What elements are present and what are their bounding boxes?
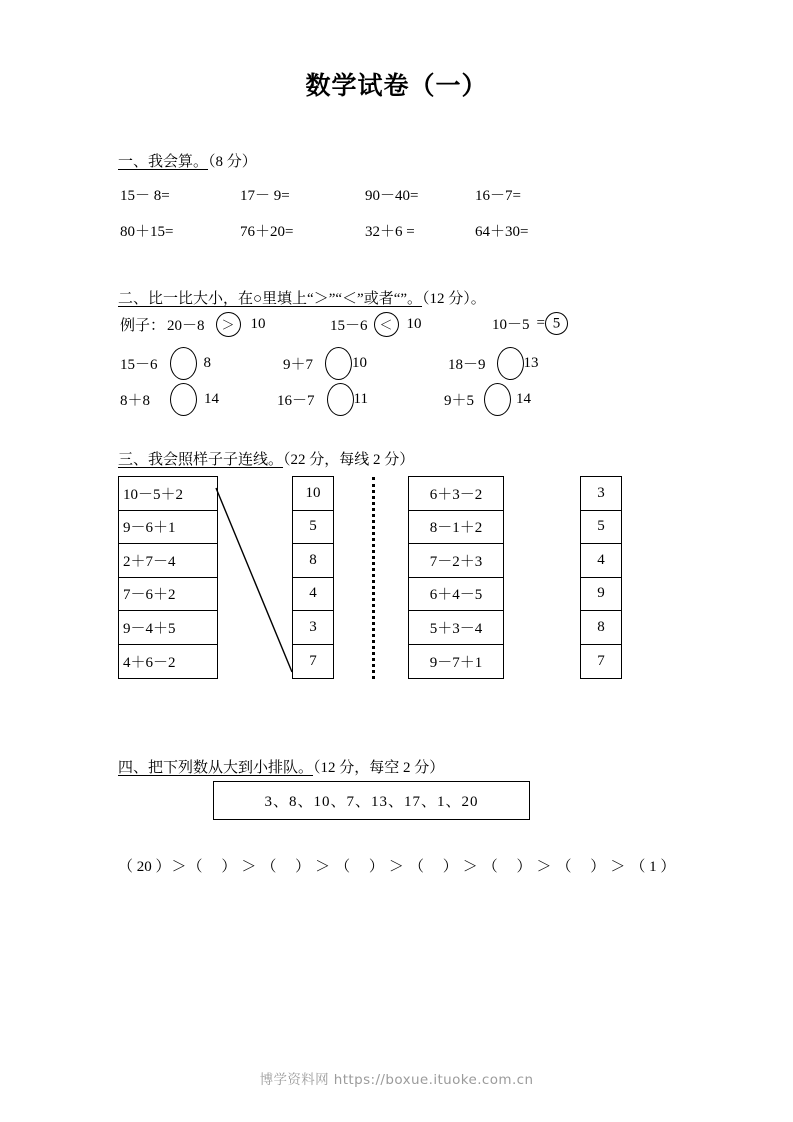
answer-slot-value: 20 (136, 859, 152, 875)
compare-value: 14 (516, 391, 532, 407)
compare-value: 10 (352, 355, 368, 371)
compare-expr: 18－9 (448, 357, 486, 373)
compare-expr: 8＋8 (120, 393, 151, 409)
compare-expr: 9＋5 (444, 393, 475, 409)
calc-item: 16－7= (475, 188, 521, 204)
compare-value: 14 (204, 391, 220, 407)
dotted-divider (372, 477, 375, 679)
section3-heading-points: （22 分，每线 2 分） (283, 452, 415, 468)
compare-mark: ＞ (221, 317, 235, 332)
match-cell[interactable]: 7－6＋2 (119, 578, 217, 612)
answer-value: 5 (552, 315, 561, 331)
section2-item (444, 383, 531, 416)
example-value: 10 (250, 316, 266, 332)
calc-item: 15－ 8= (120, 188, 170, 204)
match-cell[interactable]: 7－2＋3 (409, 544, 503, 578)
answer-slot-7[interactable]: （ ） (556, 859, 606, 875)
match-cell[interactable]: 9－6＋1 (119, 511, 217, 545)
match-cell[interactable]: 7 (309, 652, 317, 669)
match-column-answers-right (580, 476, 622, 679)
compare-circle-filled[interactable] (374, 312, 399, 337)
answer-slot-5[interactable]: （ ） (408, 859, 458, 875)
example-expr: 15－6 (330, 318, 368, 334)
gt-symbol: ＞ (536, 859, 552, 875)
compare-expr: 16－7 (277, 393, 315, 409)
compare-circle-blank[interactable] (497, 347, 524, 380)
match-cell[interactable]: 6＋3－2 (409, 477, 503, 511)
match-column-answers-left (292, 476, 334, 679)
compare-circle-blank[interactable] (325, 347, 352, 380)
section2-example-label-group (120, 312, 266, 337)
match-cell[interactable]: 9－7＋1 (429, 654, 483, 671)
compare-expr: 15－6 (120, 357, 158, 373)
compare-circle-blank[interactable] (327, 383, 354, 416)
calc-item: 76＋20= (240, 224, 294, 240)
match-cell[interactable]: 8 (293, 544, 333, 578)
match-column-expressions-right (408, 476, 504, 679)
match-cell[interactable]: 4＋6－2 (123, 654, 176, 671)
compare-expr: 9＋7 (283, 357, 314, 373)
match-cell[interactable]: 10－5＋2 (119, 477, 217, 511)
number-list-box: 3、8、10、7、13、17、1、20 (213, 781, 530, 820)
section2-item (120, 347, 211, 380)
gt-symbol: ＞ (388, 859, 404, 875)
example-label: 例子： (120, 318, 166, 334)
example-value: 10 (406, 316, 422, 332)
section3-heading (118, 448, 414, 469)
page-title: 数学试卷（一） (305, 71, 488, 100)
gt-symbol: ＞ (241, 859, 257, 875)
section2-heading-text: 二、比一比大小，在○里填上“＞”“＜”或者“”。 (118, 291, 423, 307)
match-cell[interactable]: 5 (581, 511, 621, 545)
answer-slot-2[interactable]: （ ） (187, 859, 237, 875)
match-cell[interactable]: 7 (597, 652, 605, 669)
match-cell[interactable]: 2＋7－4 (119, 544, 217, 578)
match-cell[interactable]: 5 (293, 511, 333, 545)
match-cell[interactable]: 3 (581, 477, 621, 511)
compare-circle-blank[interactable] (170, 347, 197, 380)
section4-heading-points: （12 分，每空 2 分） (313, 760, 445, 776)
section2-item (277, 383, 368, 416)
example-expr: 10－5 (492, 317, 530, 333)
compare-circle-blank[interactable] (484, 383, 511, 416)
section3-heading-text: 三、我会照样子子连线。 (118, 452, 284, 468)
footer-watermark: 博学资料网 https://boxue.ituoke.com.cn (259, 1072, 534, 1088)
section2-heading-points: （12 分）。 (422, 291, 486, 307)
equals-sign: = (536, 315, 545, 331)
gt-symbol: ＞ (610, 859, 626, 875)
gt-symbol: ＞ (171, 859, 187, 875)
answer-slot-8[interactable]: （ 1 ） (630, 859, 676, 875)
section1-heading (118, 150, 257, 171)
match-cell[interactable]: 4 (293, 578, 333, 612)
section2-example-2 (330, 312, 422, 337)
match-cell[interactable]: 3 (293, 611, 333, 645)
calc-item: 90－40= (365, 188, 419, 204)
calc-item: 64＋30= (475, 224, 529, 240)
answer-slot-value: 1 (649, 859, 657, 875)
match-cell[interactable]: 6＋4－5 (409, 578, 503, 612)
section1-heading-text: 一、我会算。 (118, 154, 209, 170)
answer-slot-3[interactable]: （ ） (261, 859, 311, 875)
calc-item: 17－ 9= (240, 188, 290, 204)
section2-item (448, 347, 539, 380)
section4-heading-text: 四、把下列数从大到小排队。 (118, 760, 314, 776)
answer-slot-6[interactable]: （ ） (482, 859, 532, 875)
answer-slot-4[interactable]: （ ） (335, 859, 384, 875)
match-cell[interactable]: 5＋3－4 (409, 611, 503, 645)
ordering-answer-row (118, 855, 675, 876)
compare-circle-filled[interactable] (216, 312, 241, 337)
answer-slot-1[interactable]: （ 20 ） (118, 859, 171, 875)
answer-circle[interactable] (545, 312, 568, 335)
section2-item (283, 347, 367, 380)
section4-heading (118, 756, 444, 777)
gt-symbol: ＞ (315, 859, 331, 875)
compare-value: 11 (353, 391, 368, 407)
compare-circle-blank[interactable] (170, 383, 197, 416)
compare-mark: ＜ (379, 317, 393, 332)
calc-item: 80＋15= (120, 224, 174, 240)
match-column-expressions-left (118, 476, 218, 679)
match-cell[interactable]: 8 (581, 611, 621, 645)
match-cell[interactable]: 4 (581, 544, 621, 578)
section1-heading-points: （8 分） (208, 154, 257, 170)
section2-item (120, 383, 219, 416)
gt-symbol: ＞ (462, 859, 478, 875)
match-cell[interactable]: 8－1＋2 (409, 511, 503, 545)
match-cell[interactable]: 9－4＋5 (119, 611, 217, 645)
match-cell[interactable]: 9 (581, 578, 621, 612)
calc-item: 32＋6 = (365, 224, 415, 240)
example-expr: 20－8 (167, 318, 205, 334)
compare-value: 13 (523, 355, 539, 371)
match-cell[interactable]: 10 (293, 477, 333, 511)
section1-row-2 (120, 220, 528, 241)
compare-value: 8 (203, 355, 212, 371)
section1-row-1 (120, 184, 521, 205)
section2-heading (118, 287, 486, 308)
section2-example-3 (492, 312, 568, 335)
